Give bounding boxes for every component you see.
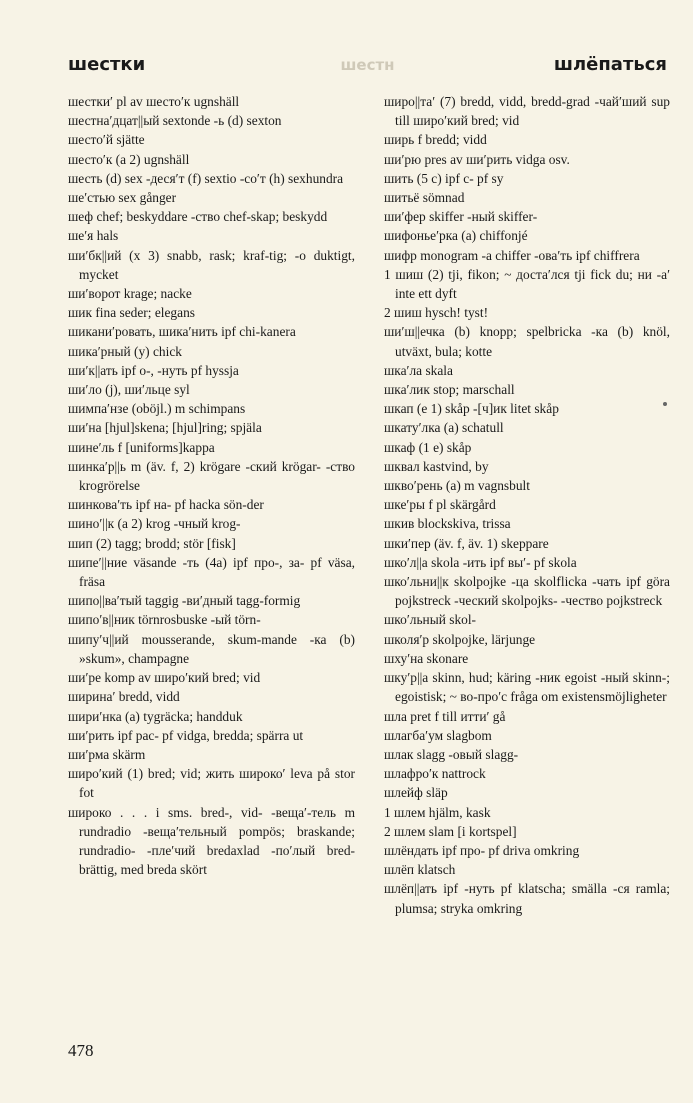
dictionary-entry: шлафро′к nattrock — [384, 766, 486, 782]
dictionary-entry: шестки′ pl av шесто′к ugnshäll — [68, 94, 240, 109]
dictionary-entry: шкап (e 1) skåp -[ч]ик litet skåp — [384, 401, 559, 417]
dictionary-entry: шипо||ва′тый taggig -ви′дный tagg-formig — [68, 593, 301, 609]
left-column — [68, 92, 355, 879]
dictionary-entry: ширина′ bredd, vidd — [68, 689, 180, 705]
dictionary-entry: шип (2) tagg; brodd; stör [fisk] — [68, 535, 236, 551]
header-right-headword: шлёпаться — [553, 54, 667, 75]
dictionary-entry: шка′ла skala — [384, 362, 453, 378]
dictionary-entry: шикани′ровать, шика′нить ipf chi-kanera — [68, 324, 296, 340]
dictionary-entry: шлейф släp — [384, 785, 448, 801]
dictionary-entry: шлагба′ум slagbom — [384, 727, 492, 743]
dictionary-entry: ши′ло (j), ши′льце syl — [68, 382, 190, 398]
dictionary-entry: шкаф (1 e) skåp — [384, 439, 472, 455]
dictionary-entry: шинка′р||ь m (äv. f, 2) krögare -ский krögar- -ство krogrörelse — [68, 458, 355, 494]
dictionary-entry: шить (5 c) ipf с- pf sy — [384, 170, 504, 186]
dictionary-entry: шкату′лка (a) schatull — [384, 420, 504, 436]
dictionary-entry: шко′льный skol- — [384, 612, 477, 628]
page-number: 478 — [68, 1041, 94, 1060]
dictionary-entry: широ||та′ (7) bredd, vidd, bredd-grad -чай′ший sup till широ′кий bred; vid — [384, 94, 670, 129]
dictionary-entry: шко′л||а skola -ить ipf вы′- pf skola — [384, 554, 577, 570]
dictionary-entry: 2 шиш hysch! tyst! — [384, 305, 489, 321]
running-header — [68, 54, 667, 84]
dictionary-entry: ширь f bredd; vidd — [384, 132, 487, 148]
right-column — [384, 92, 670, 918]
dictionary-entry: шик fina seder; elegans — [68, 305, 195, 321]
dictionary-entry: шлёндать ipf про- pf driva omkring — [384, 842, 580, 858]
dictionary-entry: шине′ль f [uniforms]kappa — [68, 439, 215, 455]
dictionary-entry: шифр monogram -а chiffer -ова′ть ipf chiffrera — [384, 247, 640, 263]
dictionary-entry: ши′на [hjul]skena; [hjul]ring; spjäla — [68, 420, 262, 436]
dictionary-entry: шипо′в||ник törnrosbuske -ый törn- — [68, 612, 261, 628]
ink-speck — [663, 402, 667, 406]
dictionary-entry: шки′пер (äv. f, äv. 1) skeppare — [384, 535, 549, 551]
dictionary-entry: ши′фер skiffer -ный skiffer- — [384, 209, 538, 225]
dictionary-entry: шквал kastvind, by — [384, 458, 489, 474]
dictionary-entry: шлёп klatsch — [384, 862, 456, 878]
dictionary-entry: шинкова′ть ipf на- pf hacka sön-der — [68, 497, 264, 513]
dictionary-entry: шитьё sömnad — [384, 190, 465, 206]
dictionary-entry: шипу′ч||ий mousserande, skum-mande -ка (b) »skum», champagne — [68, 631, 355, 666]
dictionary-entry: шесто′к (a 2) ugnshäll — [68, 151, 190, 167]
dictionary-entry: ши′рить ipf рас- pf vidga, bredda; spärra ut — [68, 727, 304, 743]
dictionary-entry: шлак slagg -овый slagg- — [384, 746, 519, 762]
dictionary-entry: школя′р skolpojke, lärjunge — [384, 631, 536, 647]
dictionary-entry: шино′||к (a 2) krog -чный krog- — [68, 516, 241, 532]
dictionary-entry: шху′на skonare — [384, 650, 469, 666]
header-left-headword: шестки — [68, 54, 146, 75]
dictionary-entry: широ′кий (1) bred; vid; жить широко′ leva på stor fot — [68, 766, 355, 801]
dictionary-entry: ше′стью sex gånger — [68, 190, 177, 206]
dictionary-entry: 1 шиш (2) tji, fikon; ~ доста′лся tji fick du; ни -а′ inte ett dyft — [384, 266, 670, 302]
dictionary-entry: шифонье′рка (a) chiffonjé — [384, 228, 528, 244]
dictionary-entry: шкво′рень (a) m vagnsbult — [384, 478, 530, 494]
dictionary-entry: ши′ре komp av широ′кий bred; vid — [68, 670, 261, 686]
dictionary-entry: шимпа′нзе (oböjl.) m schimpans — [68, 401, 246, 417]
dictionary-entry: ши′ш||ечка (b) knopp; spelbricka -ка (b) knöl, utväxt, bula; kotte — [384, 324, 670, 359]
dictionary-entry: шке′ры f pl skärgård — [384, 497, 496, 513]
dictionary-entry: ши′к||ать ipf о-, -нуть pf hyssja — [68, 362, 239, 378]
dictionary-entry: ши′ворот krage; nacke — [68, 286, 192, 302]
dictionary-entry: шеф chef; beskyddare -ство chef-skap; beskydd — [68, 209, 328, 225]
dictionary-entry: 2 шлем slam [i kortspel] — [384, 823, 517, 839]
dictionary-entry: шка′лик stop; marschall — [384, 382, 515, 398]
dictionary-entry: шку′р||а skinn, hud; käring -ник egoist -ный skinn-; egoistisk; ~ во-про′с fråga om existensmöjligheter — [384, 670, 670, 705]
dictionary-entry: ши′бк||ий (x 3) snabb, rask; kraf-tig; -o duktigt, mycket — [68, 247, 355, 282]
dictionary-entry: шестна′дцат||ый sextonde -ь (d) sexton — [68, 113, 282, 129]
dictionary-entry: 1 шлем hjälm, kask — [384, 804, 491, 820]
dictionary-entry: шика′рный (y) chick — [68, 343, 182, 359]
dictionary-entry: ше′я hals — [68, 228, 119, 244]
dictionary-entry: шири′нка (a) tygräcka; handduk — [68, 708, 243, 724]
dictionary-entry: шесть (d) sex -деся′т (f) sextio -со′т (h) sexhundra — [68, 170, 344, 186]
dictionary-entry: шесто′й sjätte — [68, 132, 145, 148]
dictionary-entry: шлёп||ать ipf -нуть pf klatscha; smälla -ся ramla; plumsa; stryka omkring — [384, 881, 670, 916]
dictionary-entry: широко . . . i sms. bred-, vid- -веща′-тель m rundradio -веща′тельный pompös; braskande; rundradio- -пле′чий bredaxlad -по′лый bred-brättig, med breda skört — [68, 804, 355, 878]
dictionary-entry: шко′льни||к skolpojke -ца skolflicka -чать ipf göra pojkstreck -ческий skolpojks- -чество pojkstreck — [384, 574, 670, 609]
dictionary-entry: шла pret f till итти′ gå — [384, 708, 506, 724]
dictionary-entry: шкив blockskiva, trissa — [384, 516, 511, 532]
dictionary-entry: шипе′||ние väsande -ть (4a) ipf про-, за- pf väsa, fräsa — [68, 554, 355, 590]
dictionary-entry: ши′рма skärm — [68, 746, 146, 762]
dictionary-entry: ши′рю pres av ши′рить vidga osv. — [384, 151, 570, 167]
header-show-through-text: шестн — [340, 56, 395, 74]
